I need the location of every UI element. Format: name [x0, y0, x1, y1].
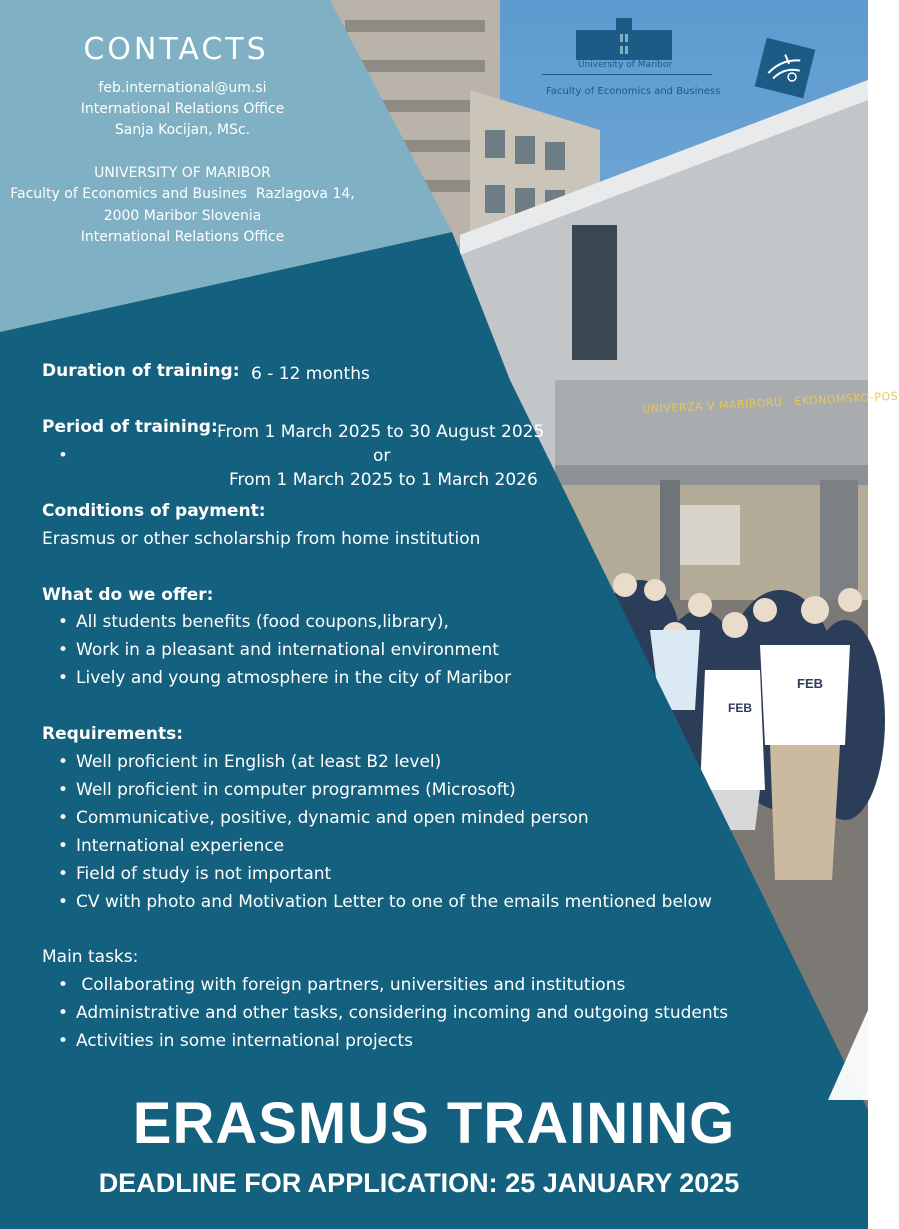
- shirt-text: FEB: [728, 701, 752, 715]
- duration-label: Duration of training:: [42, 361, 240, 381]
- deadline-text: DEADLINE FOR APPLICATION: 25 JANUARY 2025: [98, 1168, 740, 1198]
- list-item: • Lively and young atmosphere in the city of Maribor: [38, 664, 511, 692]
- contact-person: Sanja Kocijan, MSc.: [114, 122, 251, 138]
- list-item: • International experience: [38, 832, 712, 860]
- list-item: • All students benefits (food coupons,library),: [38, 608, 511, 636]
- contact-office-2: International Relations Office: [80, 229, 285, 245]
- contact-university: UNIVERSITY OF MARIBOR: [94, 165, 271, 181]
- list-item: • Well proficient in English (at least B2 level): [38, 748, 712, 776]
- building-sign: UNIVERZA V MARIBORU EKONOMSKO-POS: [642, 389, 899, 416]
- list-item: • Work in a pleasant and international environment: [38, 636, 511, 664]
- contacts-title: CONTACTS: [83, 32, 269, 67]
- period-option-1: From 1 March 2025 to 30 August 2025: [217, 422, 545, 442]
- list-item: • Communicative, positive, dynamic and open minded person: [38, 804, 712, 832]
- university-name: University of Maribor: [578, 60, 673, 70]
- list-item: • Activities in some international projects: [38, 1027, 728, 1055]
- shirt-text: FEB: [797, 676, 823, 691]
- period-or: or: [373, 446, 391, 466]
- offer-list: [38, 608, 511, 692]
- period-bullet: •: [60, 445, 66, 464]
- payment-value: Erasmus or other scholarship from home institution: [42, 529, 481, 549]
- list-item: • CV with photo and Motivation Letter to one of the emails mentioned below: [38, 888, 712, 916]
- tasks-list: [38, 971, 728, 1055]
- list-item: • Well proficient in computer programmes (Microsoft): [38, 776, 712, 804]
- tasks-label: Main tasks:: [42, 947, 139, 967]
- requirements-list: [38, 748, 712, 916]
- list-item: • Collaborating with foreign partners, universities and institutions: [38, 971, 728, 999]
- university-logo: [542, 16, 721, 106]
- contact-office: International Relations Office: [80, 101, 285, 117]
- requirements-label: Requirements:: [42, 724, 184, 744]
- duration-value: 6 - 12 months: [251, 364, 370, 384]
- payment-label: Conditions of payment:: [42, 501, 266, 521]
- offer-label: What do we offer:: [42, 585, 214, 605]
- faculty-name: Faculty of Economics and Business: [546, 86, 721, 97]
- list-item: • Field of study is not important: [38, 860, 712, 888]
- contact-email[interactable]: feb.international@um.si: [98, 80, 267, 96]
- contact-address: Faculty of Economics and Busines Razlagova 14,: [10, 186, 355, 202]
- contact-city: 2000 Maribor Slovenia: [103, 208, 262, 224]
- list-item: • Administrative and other tasks, considering incoming and outgoing students: [38, 999, 728, 1027]
- period-option-2: From 1 March 2025 to 1 March 2026: [229, 470, 538, 490]
- poster-title: ERASMUS TRAINING: [132, 1091, 736, 1156]
- period-label: Period of training:: [42, 417, 218, 437]
